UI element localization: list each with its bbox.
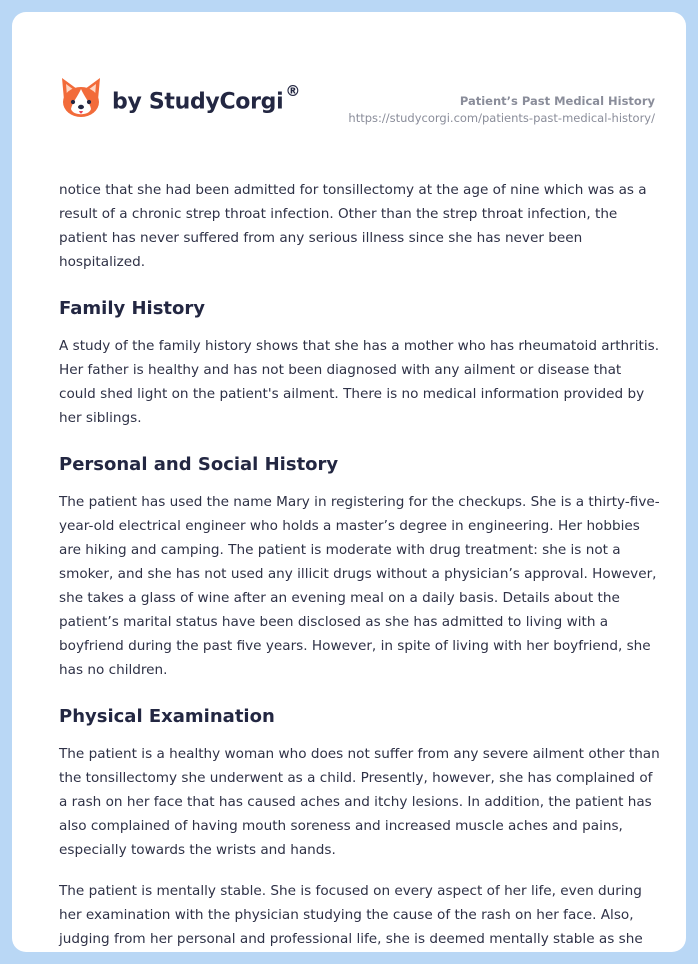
intro-paragraph: notice that she had been admitted for tonsillectomy at the age of nine which was as a result of a chronic strep throat infection. Other than the strep throat infection, the patient has never suffered from any serious illness since she has never been hospitalized. — [59, 182, 647, 270]
physical-examination-paragraph-1: The patient is a healthy woman who does not suffer from any severe ailment other than the tonsillectomy she underwent as a child. Presently, however, she has complained of a rash on her face that has caused aches and itchy lesions. In addition, the patient has also complained of having mouth soreness and increased muscle aches and pains, especially towards the wrists and hands. — [59, 746, 660, 858]
physical-examination-paragraph-2: The patient is mentally stable. She is focused on every aspect of her life, even during her examination with the physician studying the cause of the rash on her face. Also, judging from her personal and professional life, she is deemed mentally stable as she — [59, 883, 643, 947]
registered-mark: ® — [285, 81, 301, 100]
personal-social-history-heading: Personal and Social History — [59, 454, 339, 475]
brand-name: by StudyCorgi ® — [112, 81, 301, 115]
family-history-paragraph: A study of the family history shows that she has a mother who has rheumatoid arthritis. Her father is healthy and has not been diagnosed with any ailment or disease that could shed light on the patient's ailment. There is no medical information provided by her siblings. — [59, 338, 660, 426]
document-title: Patient’s Past Medical History — [459, 94, 655, 108]
page-header — [12, 12, 686, 162]
physical-examination-heading: Physical Examination — [59, 706, 275, 727]
personal-social-history-paragraph: The patient has used the name Mary in registering for the checkups. She is a thirty-five-year-old electrical engineer who holds a master’s degree in engineering. Her hobbies are hiking and camping. The patient is moderate with drug treatment: she is not a smoker, and she has not used any illicit drugs without a physician’s approval. However, she takes a glass of wine after an evening meal on a daily basis. Details about the patient’s marital status have been disclosed as she has admitted to living with a boyfriend during the past five years. However, in spite of living with her boyfriend, she has no children. — [59, 494, 660, 678]
article-body — [59, 178, 662, 952]
document-card — [12, 12, 686, 952]
studycorgi-logo[interactable] — [60, 76, 300, 120]
corgi-icon — [60, 76, 102, 120]
family-history-heading: Family History — [59, 298, 206, 319]
source-info — [348, 93, 655, 127]
document-url[interactable]: https://studycorgi.com/patients-past-medical-history/ — [348, 111, 655, 125]
